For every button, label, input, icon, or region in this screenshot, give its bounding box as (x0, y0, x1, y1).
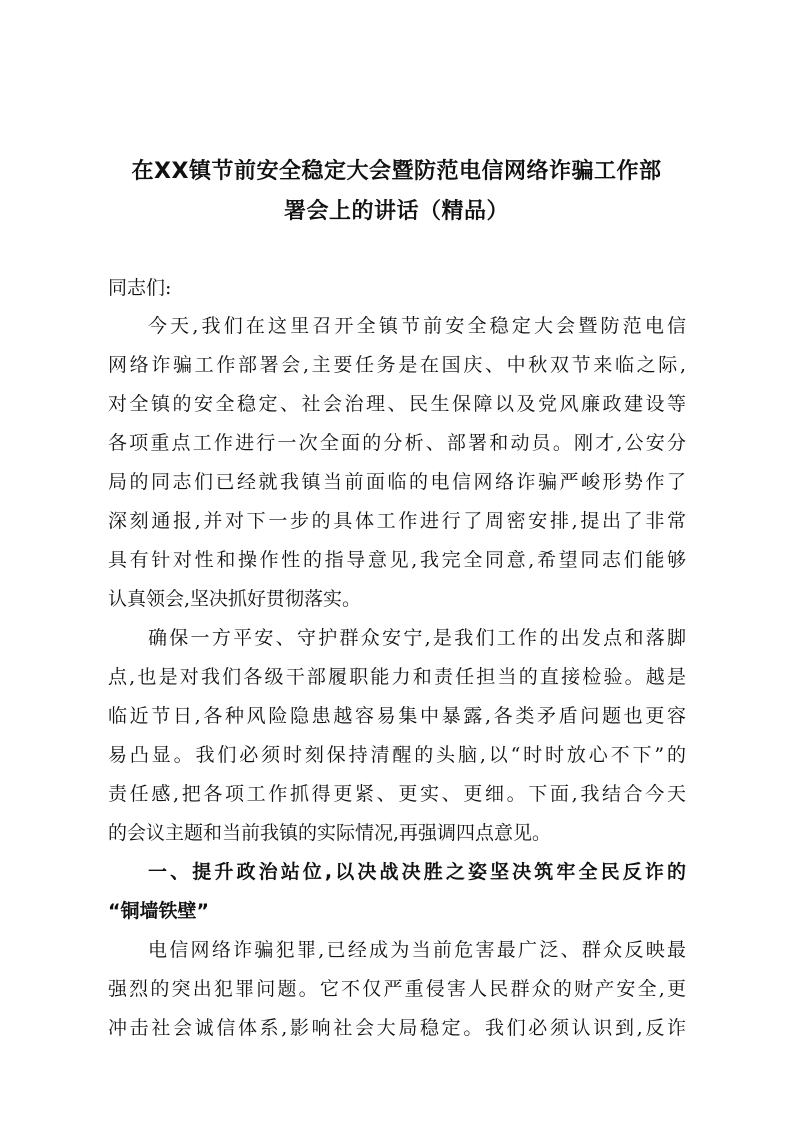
body-line: 确保一方平安、守护群众安宁,是我们工作的出发点和落脚 (148, 627, 686, 649)
body-line: 冲击社会诚信体系,影响社会大局稳定。我们必须认识到,反诈 (108, 1017, 686, 1039)
body-line: 强烈的突出犯罪问题。它不仅严重侵害人民群众的财产安全,更 (108, 978, 686, 1000)
document-title-line-1: 在XX镇节前安全稳定大会暨防范电信网络诈骗工作部 (131, 159, 662, 184)
body-line: 深刻通报,并对下一步的具体工作进行了周密安排,提出了非常 (108, 510, 686, 532)
body-line: 易凸显。我们必须时刻保持清醒的头脑,以“时时放心不下”的 (108, 744, 686, 766)
section-heading: “铜墙铁壁” (108, 900, 209, 922)
body-line: 今天,我们在这里召开全镇节前安全稳定大会暨防范电信 (148, 315, 686, 337)
body-line: 具有针对性和操作性的指导意见,我完全同意,希望同志们能够 (108, 549, 686, 571)
document-title-line-2: 署会上的讲话（精品） (283, 199, 509, 224)
body-line: 电信网络诈骗犯罪,已经成为当前危害最广泛、群众反映最 (148, 939, 686, 961)
salutation: 同志们: (108, 277, 172, 299)
body-line: 的会议主题和当前我镇的实际情况,再强调四点意见。 (108, 822, 552, 844)
body-line: 对全镇的安全稳定、社会治理、民生保障以及党风廉政建设等 (108, 393, 686, 415)
body-line: 局的同志们已经就我镇当前面临的电信网络诈骗严峻形势作了 (108, 471, 686, 493)
body-line: 网络诈骗工作部署会,主要任务是在国庆、中秋双节来临之际, (108, 354, 686, 376)
section-heading: 一、提升政治站位,以决战决胜之姿坚决筑牢全民反诈的 (148, 861, 686, 883)
body-line: 点,也是对我们各级干部履职能力和责任担当的直接检验。越是 (108, 666, 686, 688)
body-line: 责任感,把各项工作抓得更紧、更实、更细。下面,我结合今天 (108, 783, 686, 805)
body-line: 各项重点工作进行一次全面的分析、部署和动员。刚才,公安分 (108, 432, 686, 454)
body-line: 认真领会,坚决抓好贯彻落实。 (108, 588, 362, 610)
body-line: 临近节日,各种风险隐患越容易集中暴露,各类矛盾问题也更容 (108, 705, 686, 727)
